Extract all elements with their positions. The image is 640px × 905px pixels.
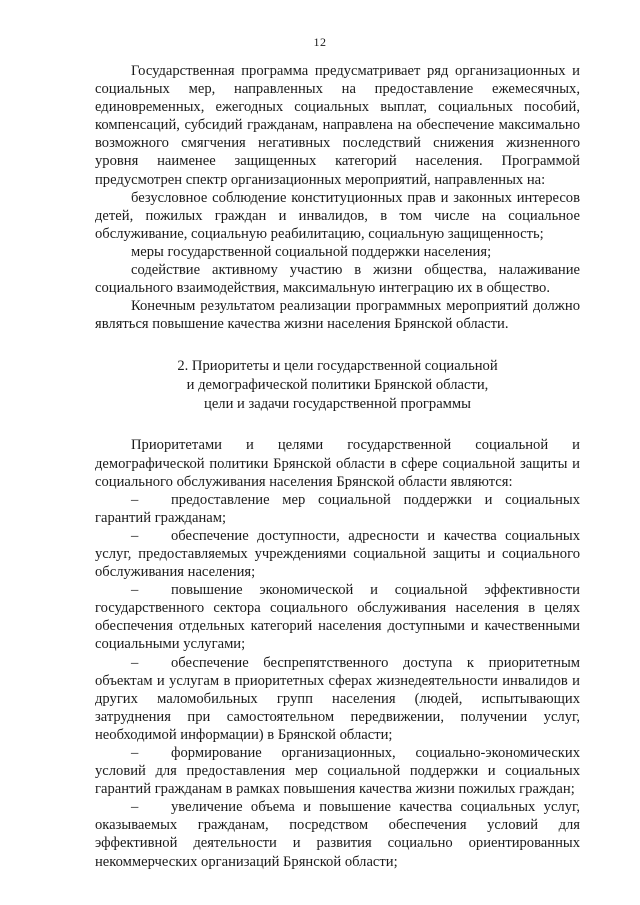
paragraph-social-participation: содействие активному участию в жизни общества, налаживание социального взаимодействия, максимальную интеграцию их в общество. bbox=[95, 262, 580, 297]
dash-marker: – bbox=[131, 799, 139, 816]
list-item bbox=[95, 581, 580, 653]
section-heading-line: 2. Приоритеты и цели государственной социальной bbox=[177, 358, 498, 375]
list-item bbox=[95, 654, 580, 744]
dash-marker: – bbox=[131, 582, 139, 599]
dash-marker: – bbox=[131, 527, 139, 544]
dash-marker: – bbox=[131, 654, 139, 671]
paragraph-support-measures: меры государственной социальной поддержки населения; bbox=[131, 243, 492, 260]
list-item bbox=[95, 744, 580, 798]
list-item-text: повышение экономической и социальной эффективности государственного сектора социального обслуживания населения в целях обеспечения отдельных категорий населения доступными и качественными социальными услугами; bbox=[95, 582, 580, 653]
paragraph-program-intro: Государственная программа предусматривает ряд организационных и социальных мер, направленных на предоставление ежемесячных, единовременных, ежегодных социальных выплат, социальных пособий, компенсаций, субсидий гражданам, направлена на обеспечение максимально возможного смягчения негативных последствий снижения жизненного уровня наименее защищенных категорий населения. Программой предусмотрен спектр организационных мероприятий, направленных на: bbox=[95, 63, 580, 188]
list-item-text: обеспечение беспрепятственного доступа к приоритетным объектам и услугам в приоритетных сферах жизнедеятельности инвалидов и других маломобильных групп населения (людей, испытывающих затруднения при самостоятельном передвижении, получении услуг, необходимой информации) в Брянской области; bbox=[95, 654, 580, 743]
section-heading bbox=[95, 357, 580, 414]
dash-marker: – bbox=[131, 745, 139, 761]
paragraph-rights: безусловное соблюдение конституционных прав и законных интересов детей, пожилых граждан и инвалидов, в том числе на социальное обслуживание, социальную реабилитацию, социальную защищенность; bbox=[95, 189, 580, 242]
list-item bbox=[95, 527, 580, 581]
dash-marker: – bbox=[131, 491, 139, 508]
list-item-text: увеличение объема и повышение качества социальных услуг, оказываемых гражданам, посредством обеспечения условий для эффективной деятельности и развития социально ориентированных некоммерческих организаций Брянской области; bbox=[95, 799, 580, 870]
page-number: 12 bbox=[313, 35, 327, 49]
document-body bbox=[95, 62, 580, 871]
list-item-text: обеспечение доступности, адресности и качества социальных услуг, предоставляемых учреждениями социальной защиты и социального обслуживания населения; bbox=[95, 527, 580, 581]
section-heading-line: цели и задачи государственной программы bbox=[204, 396, 471, 413]
paragraph-priorities-intro: Приоритетами и целями государственной социальной и демографической политики Брянской области в сфере социальной защиты и социального обслуживания населения Брянской области являются: bbox=[95, 437, 580, 490]
list-item bbox=[95, 491, 580, 527]
list-item-text: формирование организационных, социально-экономических условий для предоставления мер социальной поддержки и социальных гарантий гражданам в рамках повышения качества жизни пожилых граждан; bbox=[95, 745, 580, 798]
list-item-text: предоставление мер социальной поддержки и социальных гарантий гражданам; bbox=[95, 491, 580, 526]
paragraph-final-result: Конечным результатом реализации программных мероприятий должно являться повышение качества жизни населения Брянской области. bbox=[95, 298, 580, 333]
section-heading-line: и демографической политики Брянской области, bbox=[186, 377, 489, 394]
list-item bbox=[95, 798, 580, 870]
